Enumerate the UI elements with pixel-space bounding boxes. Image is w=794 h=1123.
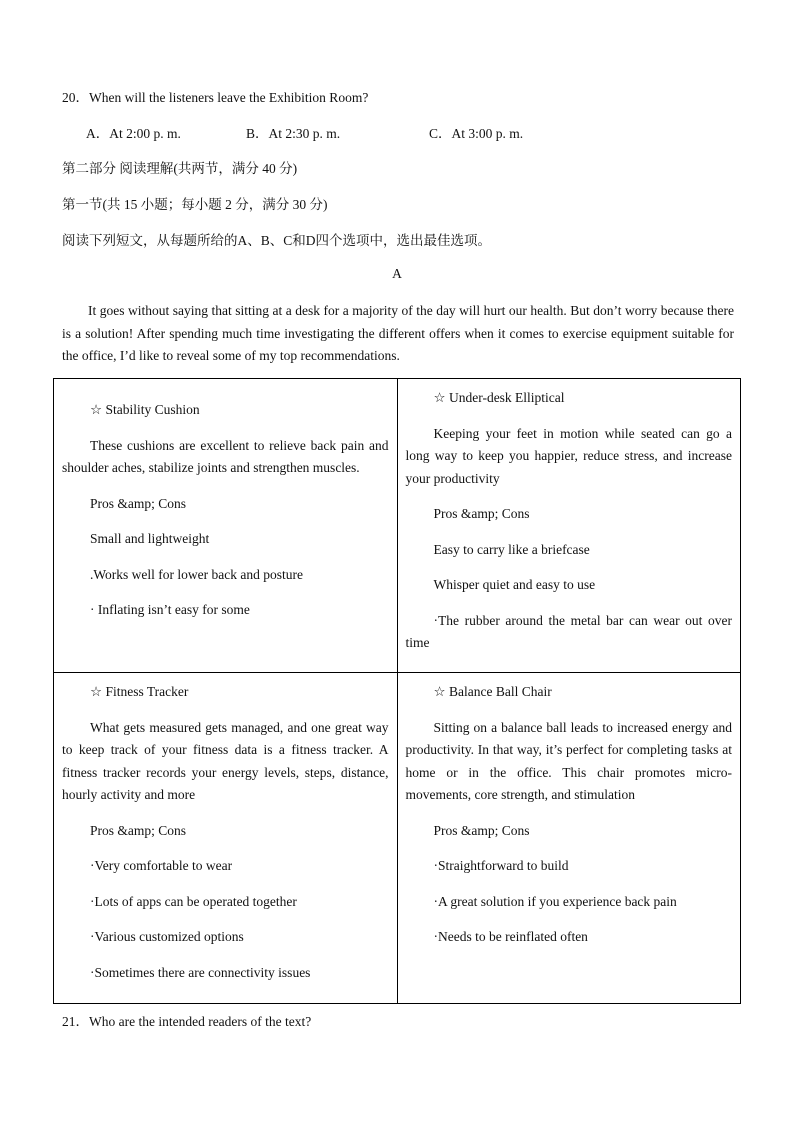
pros-cons-label: Pros &amp; Cons xyxy=(90,495,187,511)
question-20: 20．When will the listeners leave the Exhibition Room? xyxy=(62,90,369,105)
product-cell-under-desk-elliptical xyxy=(397,379,741,673)
product-description: These cushions are excellent to relieve back pain and shoulder aches, stabilize joints and strengthen muscles. xyxy=(62,437,389,475)
pros-cons-label: Pros &amp; Cons xyxy=(90,822,187,838)
question-21: 21．Who are the intended readers of the text? xyxy=(62,1014,312,1029)
list-item: ·Straightforward to build xyxy=(433,858,569,874)
section-heading: 第二部分 阅读理解(共两节，满分 40 分) xyxy=(62,161,298,176)
product-title: ☆ Under-desk Elliptical xyxy=(433,390,565,405)
passage-intro: It goes without saying that sitting at a desk for a majority of the day will hurt our health. But don’t worry because there is a solution! After spending much time investigating the different offers when it comes to exercise equipment suitable for the office, I’d like to reveal some of my top recommendations. xyxy=(62,303,734,363)
question-20-option-b: B．At 2:30 p. m. xyxy=(246,126,341,141)
list-item: ·Needs to be reinflated often xyxy=(433,929,588,945)
list-item: ·Very comfortable to wear xyxy=(90,858,233,874)
list-item: ·The rubber around the metal bar can wear out over time xyxy=(405,612,732,650)
list-item: · Inflating isn’t easy for some xyxy=(90,602,250,617)
list-item: ·Various customized options xyxy=(90,929,244,945)
instruction-text: 阅读下列短文，从每题所给的A、B、C和D四个选项中，选出最佳选项。 xyxy=(62,233,492,248)
list-item: ·Lots of apps can be operated together xyxy=(90,893,297,909)
question-20-option-a: A．At 2:00 p. m. xyxy=(86,126,181,141)
question-20-option-c: C．At 3:00 p. m. xyxy=(429,126,524,141)
product-description: Keeping your feet in motion while seated can go a long way to keep you happier, reduce stress, and increase your productivity xyxy=(405,425,732,486)
list-item: ·A great solution if you experience back pain xyxy=(433,893,677,909)
list-item: Small and lightweight xyxy=(90,531,210,546)
pros-cons-label: Pros &amp; Cons xyxy=(433,506,530,521)
product-description: Sitting on a balance ball leads to increased energy and productivity. In that way, it’s perfect for completing tasks at home or in the office. This chair promotes micro-movements, core strength, and stimulation xyxy=(405,719,732,803)
passage-letter: A xyxy=(392,266,402,281)
list-item: ·Sometimes there are connectivity issues xyxy=(90,964,311,980)
product-title: ☆ Stability Cushion xyxy=(90,402,200,417)
product-table xyxy=(53,378,741,1004)
pros-cons-label: Pros &amp; Cons xyxy=(433,822,530,838)
product-title: ☆ Fitness Tracker xyxy=(90,684,189,700)
product-cell-stability-cushion xyxy=(54,379,398,673)
product-cell-balance-ball-chair xyxy=(397,673,741,1004)
product-cell-fitness-tracker xyxy=(54,673,398,1004)
product-description: What gets measured gets managed, and one great way to keep track of your fitness data is a fitness tracker. A fitness tracker records your energy levels, steps, distance, hourly activity and more xyxy=(62,719,389,803)
subsection-heading: 第一节(共 15 小题；每小题 2 分，满分 30 分) xyxy=(62,197,328,212)
list-item: Whisper quiet and easy to use xyxy=(433,577,596,592)
list-item: .Works well for lower back and posture xyxy=(90,566,303,582)
product-title: ☆ Balance Ball Chair xyxy=(433,684,552,700)
list-item: Easy to carry like a briefcase xyxy=(433,541,590,557)
